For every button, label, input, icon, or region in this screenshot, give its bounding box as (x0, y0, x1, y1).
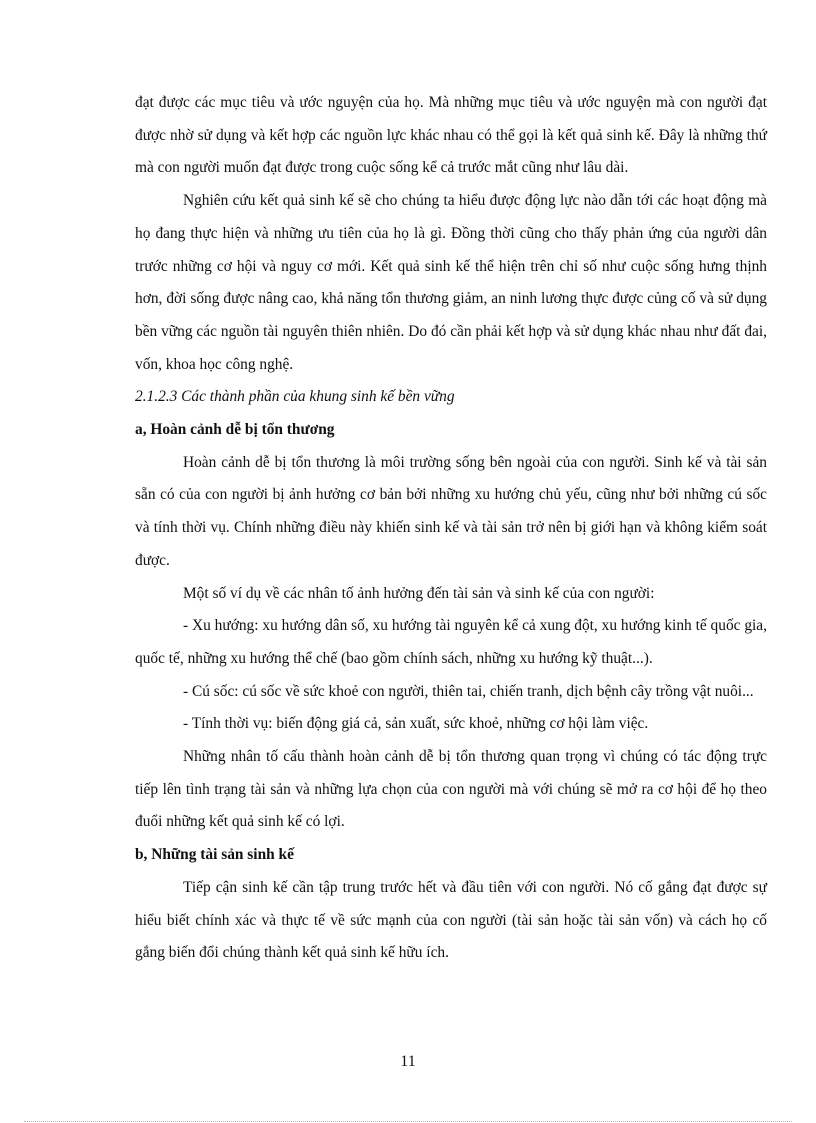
section-heading: 2.1.2.3 Các thành phần của khung sinh kế bền vững (135, 388, 455, 406)
subsection-a-paragraph-2: Một số ví dụ về các nhân tố ảnh hưởng đến tài sản và sinh kế của con người: (183, 584, 655, 602)
document-page (135, 87, 767, 970)
subsection-a-bullet-seasonality: - Tính thời vụ: biến động giá cả, sản xuất, sức khoẻ, những cơ hội làm việc. (183, 715, 649, 733)
subsection-a-paragraph-3: Những nhân tố cấu thành hoàn cảnh dễ bị tổn thương quan trọng vì chúng có tác động trực tiếp lên tình trạng tài sản và những lựa chọn của con người mà với chúng sẽ mở ra cơ hội để họ theo đuổi những kết quả sinh kế có lợi. (135, 748, 767, 831)
page-bottom-divider (24, 1121, 792, 1122)
subsection-a-bullet-shocks: - Cú sốc: cú sốc về sức khoẻ con người, thiên tai, chiến tranh, dịch bệnh cây trồng vật nuôi... (183, 682, 754, 700)
subsection-a-paragraph-1: Hoàn cảnh dễ bị tổn thương là môi trường sống bên ngoài của con người. Sinh kế và tài sản sẵn có của con người bị ảnh hưởng cơ bản bởi những xu hướng chủ yếu, cũng như bởi những cú sốc và tính thời vụ. Chính những điều này khiến sinh kế và tài sản trở nên bị giới hạn và không kiểm soát được. (135, 453, 767, 569)
paragraph-outcomes-research: Nghiên cứu kết quả sinh kế sẽ cho chúng ta hiểu được động lực nào dẫn tới các hoạt động mà họ đang thực hiện và những ưu tiên của họ là gì. Đồng thời cũng cho thấy phản ứng của người dân trước những cơ hội và nguy cơ mới. Kết quả sinh kế thể hiện trên chỉ số như cuộc sống hưng thịnh hơn, đời sống được nâng cao, khả năng tổn thương giảm, an ninh lương thực được củng cố và sử dụng bền vững các nguồn tài nguyên thiên nhiên. Do đó cần phải kết hợp và sử dụng khác nhau như đất đai, vốn, khoa học công nghệ. (135, 192, 767, 373)
subsection-b-heading: b, Những tài sản sinh kế (135, 846, 294, 864)
paragraph-outcomes-intro: đạt được các mục tiêu và ước nguyện của họ. Mà những mục tiêu và ước nguyện mà con người đạt được nhờ sử dụng và kết hợp các nguồn lực khác nhau có thể gọi là kết quả sinh kế. Đây là những thứ mà con người muốn đạt được trong cuộc sống kể cả trước mắt cũng như lâu dài. (135, 94, 767, 177)
subsection-a-heading: a, Hoàn cảnh dễ bị tổn thương (135, 421, 335, 439)
page-number: 11 (400, 1053, 416, 1070)
subsection-b-paragraph-1: Tiếp cận sinh kế cần tập trung trước hết và đầu tiên với con người. Nó cố gắng đạt được sự hiểu biết chính xác và thực tế về sức mạnh của con người (tài sản hoặc tài sản vốn) và cách họ cố gắng biến đổi chúng thành kết quả sinh kế hữu ích. (135, 878, 767, 962)
subsection-a-bullet-trends: - Xu hướng: xu hướng dân số, xu hướng tài nguyên kể cả xung đột, xu hướng kinh tế quốc gia, quốc tế, những xu hướng thể chế (bao gồm chính sách, những xu hướng kỹ thuật...). (135, 617, 767, 667)
